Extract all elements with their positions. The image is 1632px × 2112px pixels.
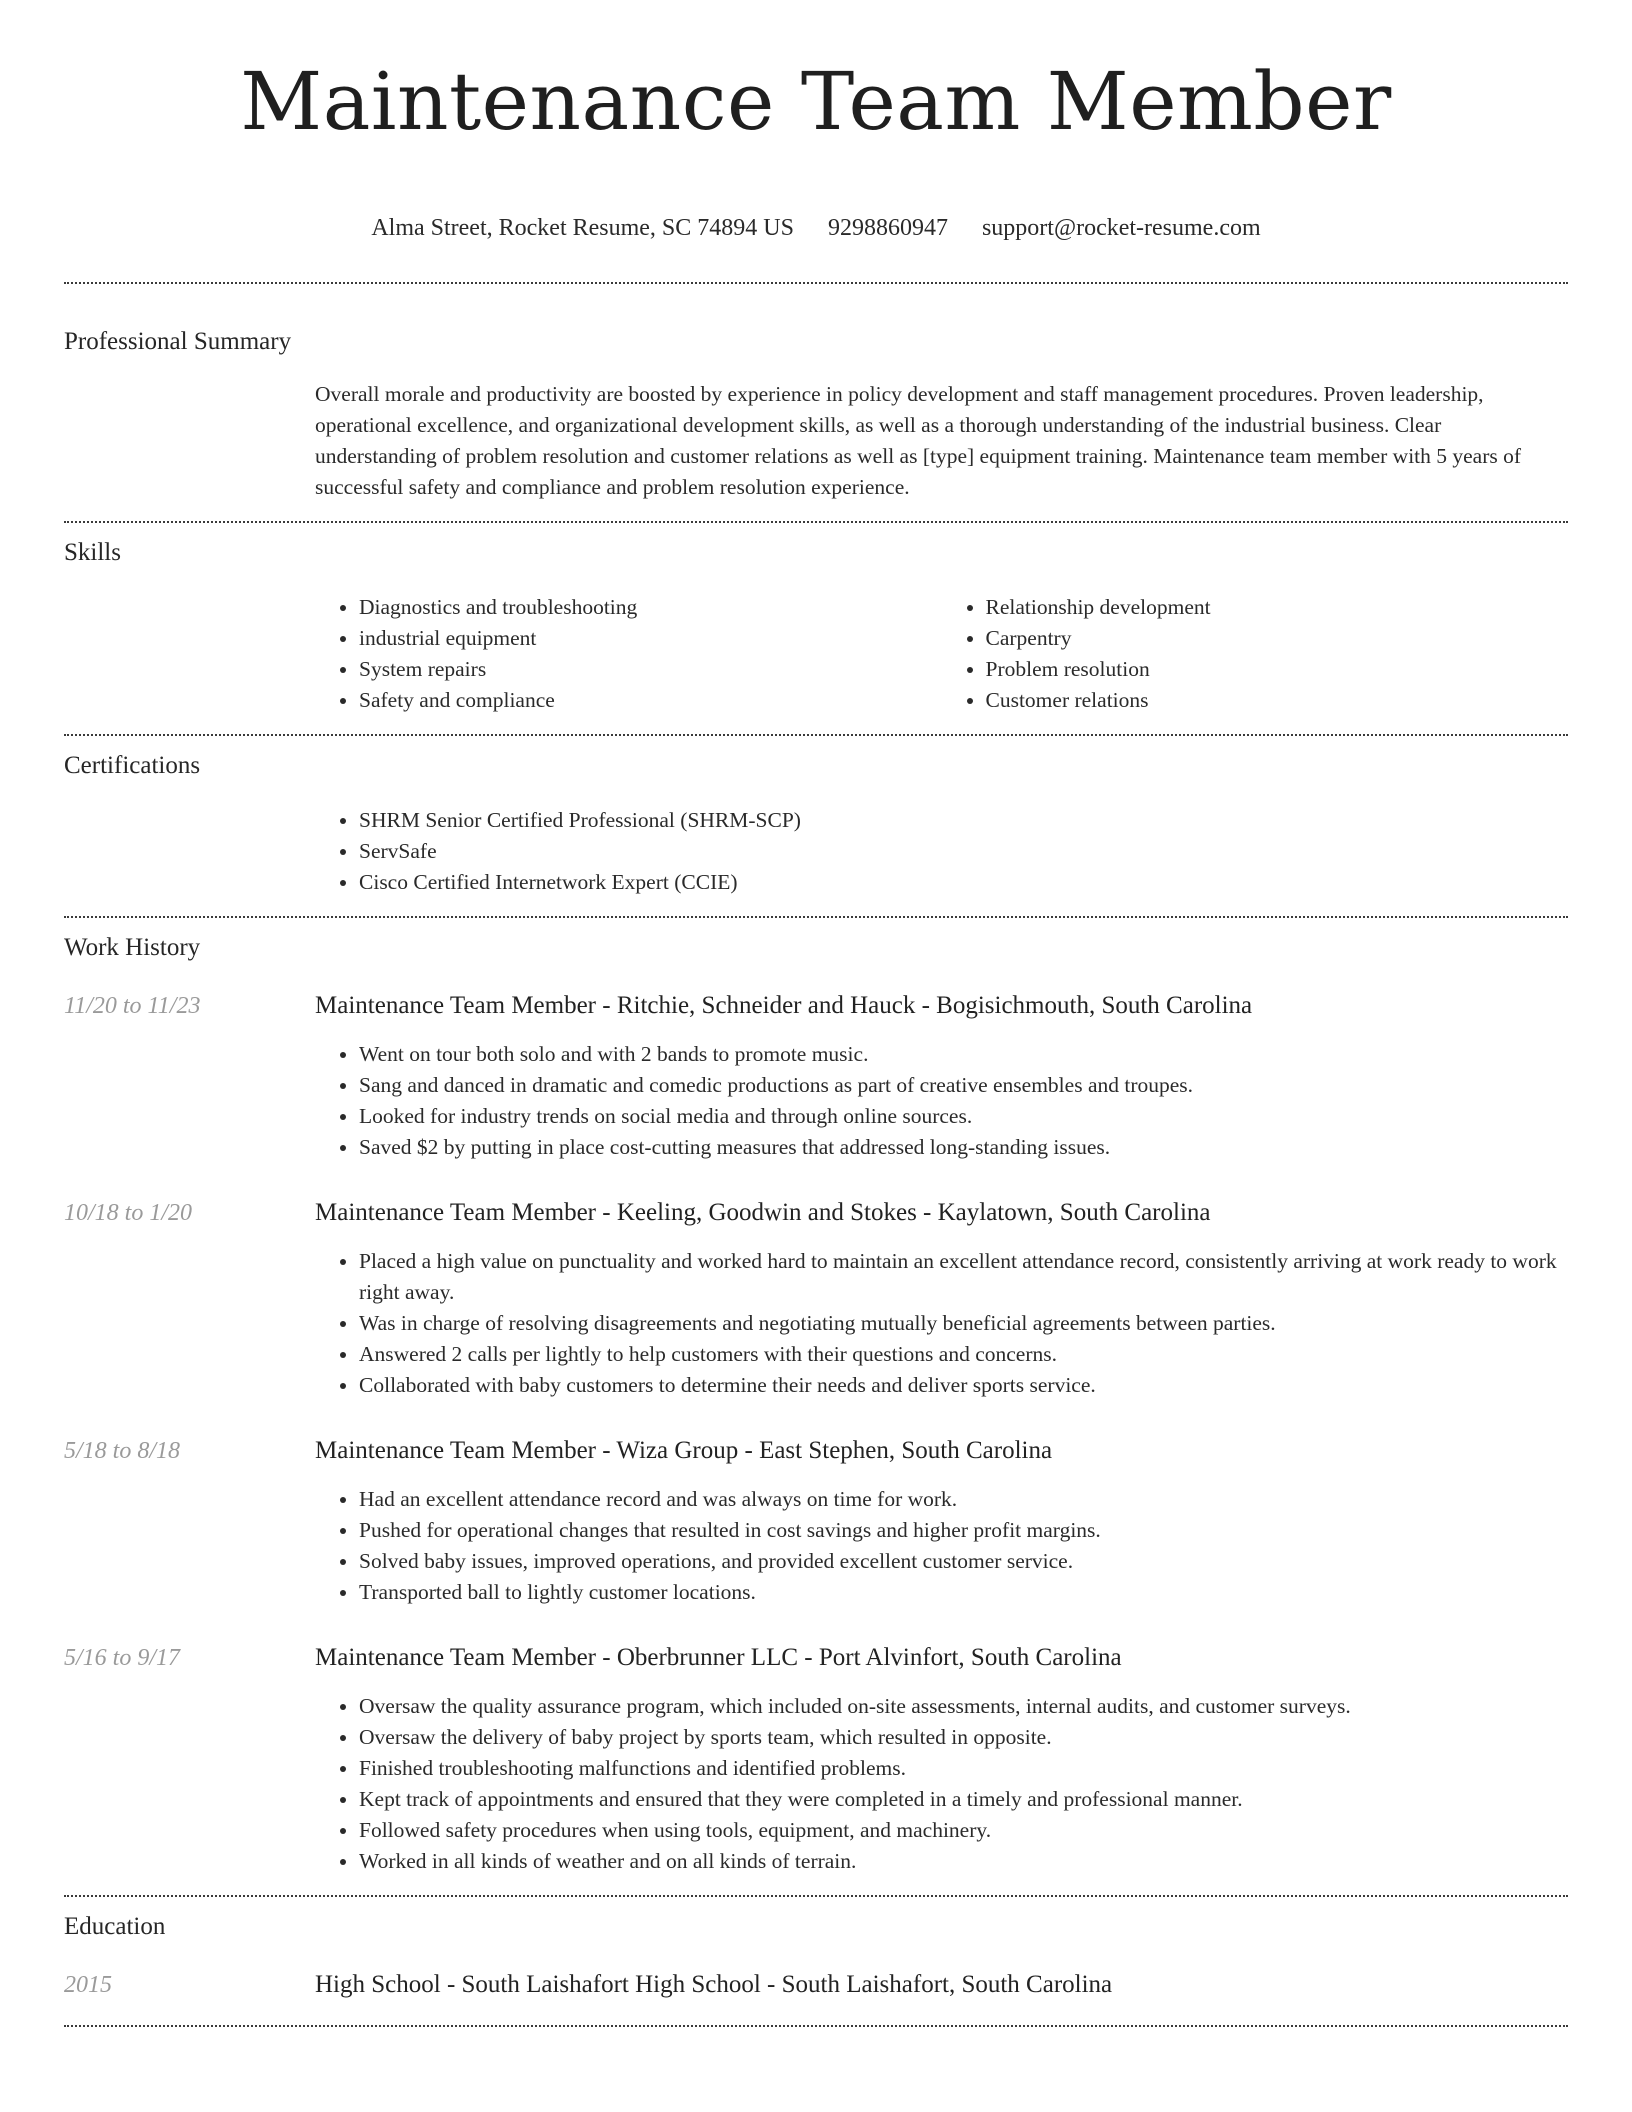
job-bullets: [315, 1039, 1568, 1163]
contact-phone: 9298860947: [827, 215, 948, 241]
skills-list: [315, 592, 1568, 716]
job-bullet: • Oversaw the quality assurance program, which included on-site assessments, internal audits, and customer surveys.: [359, 1691, 1568, 1722]
job-dates: 11/20 to 11/23: [64, 993, 201, 1019]
skills-section: [64, 537, 1568, 716]
job-entry: [64, 1435, 1568, 1608]
skills-left-column: [315, 592, 942, 716]
job-bullet: • Solved baby issues, improved operations, and provided excellent customer service.: [359, 1546, 1568, 1577]
job-bullet: • Kept track of appointments and ensured that they were completed in a timely and professional manner.: [359, 1784, 1568, 1815]
certifications-list: [315, 805, 1568, 898]
job-entry: [64, 1642, 1568, 1877]
education-details: High School - South Laishafort High School - South Laishafort, South Carolina: [315, 1971, 1113, 1998]
job-bullet: • Went on tour both solo and with 2 bands to promote music.: [359, 1039, 1568, 1070]
skill-item: • Carpentry: [986, 623, 1569, 654]
education-entry: [64, 1969, 1568, 2001]
work-history-heading: Work History: [64, 934, 201, 961]
education-heading: Education: [64, 1913, 166, 1940]
job-bullets: [315, 1246, 1568, 1401]
job-entry: [64, 1197, 1568, 1401]
job-bullet: • Was in charge of resolving disagreements and negotiating mutually beneficial agreements between parties.: [359, 1308, 1568, 1339]
job-bullet: • Worked in all kinds of weather and on all kinds of terrain.: [359, 1846, 1568, 1877]
job-dates: 5/16 to 9/17: [64, 1645, 181, 1671]
certification-item: • SHRM Senior Certified Professional (SHRM-SCP): [359, 805, 1568, 836]
job-header: [64, 1197, 1568, 1229]
job-bullet: • Answered 2 calls per lightly to help customers with their questions and concerns.: [359, 1339, 1568, 1370]
job-header: [64, 990, 1568, 1022]
contact-address: Alma Street, Rocket Resume, SC 74894 US: [371, 215, 794, 241]
job-bullets: [315, 1691, 1568, 1877]
job-title: Maintenance Team Member - Oberbrunner LLC - Port Alvinfort, South Carolina: [315, 1644, 1122, 1671]
resume-title: Maintenance Team Member: [240, 55, 1392, 148]
job-header: [64, 1435, 1568, 1467]
section-divider: [64, 521, 1568, 523]
job-entry: [64, 990, 1568, 1163]
certifications-section: [64, 750, 1568, 898]
contact-email: support@rocket-resume.com: [981, 215, 1261, 241]
section-divider: [64, 2025, 1568, 2027]
job-bullet: • Looked for industry trends on social media and through online sources.: [359, 1101, 1568, 1132]
skill-item: • Relationship development: [986, 592, 1569, 623]
skill-item: • Diagnostics and troubleshooting: [359, 592, 942, 623]
skill-item: • industrial equipment: [359, 623, 942, 654]
job-title: Maintenance Team Member - Keeling, Goodwin and Stokes - Kaylatown, South Carolina: [315, 1199, 1211, 1226]
section-divider: [64, 1895, 1568, 1897]
job-dates: 5/18 to 8/18: [64, 1438, 181, 1464]
section-divider: [64, 734, 1568, 736]
skill-item: • Problem resolution: [986, 654, 1569, 685]
summary-section: [64, 326, 1568, 503]
certification-item: • ServSafe: [359, 836, 1568, 867]
job-bullet: • Saved $2 by putting in place cost-cutting measures that addressed long-standing issues.: [359, 1132, 1568, 1163]
contact-line: [64, 212, 1568, 244]
job-bullets: [315, 1484, 1568, 1608]
resume-page: [64, 0, 1568, 2027]
job-title: Maintenance Team Member - Wiza Group - East Stephen, South Carolina: [315, 1437, 1053, 1464]
job-bullet: • Pushed for operational changes that resulted in cost savings and higher profit margins.: [359, 1515, 1568, 1546]
section-divider: [64, 282, 1568, 284]
skills-heading: Skills: [64, 539, 121, 566]
skills-right-column: [942, 592, 1569, 716]
job-bullet: • Had an excellent attendance record and was always on time for work.: [359, 1484, 1568, 1515]
job-bullet: • Finished troubleshooting malfunctions and identified problems.: [359, 1753, 1568, 1784]
section-divider: [64, 916, 1568, 918]
certification-item: • Cisco Certified Internetwork Expert (CCIE): [359, 867, 1568, 898]
job-header: [64, 1642, 1568, 1674]
summary-heading: Professional Summary: [64, 328, 292, 355]
work-history-section: [64, 932, 1568, 1877]
skill-item: • System repairs: [359, 654, 942, 685]
job-bullet: • Sang and danced in dramatic and comedic productions as part of creative ensembles and troupes.: [359, 1070, 1568, 1101]
summary-text: Overall morale and productivity are boosted by experience in policy development and staff management procedures. Proven leadership, operational excellence, and organizational development skills, as well as a thorough understanding of the industrial business. Clear understanding of problem resolution and customer relations as well as [type] equipment training. Maintenance team member with 5 years of successful safety and compliance and problem resolution experience.: [315, 382, 1522, 499]
education-section: [64, 1911, 1568, 2001]
job-title: Maintenance Team Member - Ritchie, Schneider and Hauck - Bogisichmouth, South Carolina: [315, 992, 1253, 1019]
skill-item: • Safety and compliance: [359, 685, 942, 716]
job-bullet: • Transported ball to lightly customer locations.: [359, 1577, 1568, 1608]
job-bullet: • Placed a high value on punctuality and worked hard to maintain an excellent attendance record, consistently arriving at work ready to work right away.: [359, 1246, 1568, 1308]
job-bullet: • Followed safety procedures when using tools, equipment, and machinery.: [359, 1815, 1568, 1846]
skill-item: • Customer relations: [986, 685, 1569, 716]
job-dates: 10/18 to 1/20: [64, 1200, 193, 1226]
job-bullet: • Collaborated with baby customers to determine their needs and deliver sports service.: [359, 1370, 1568, 1401]
certifications-heading: Certifications: [64, 752, 201, 779]
education-year: 2015: [64, 1972, 112, 1998]
job-bullet: • Oversaw the delivery of baby project by sports team, which resulted in opposite.: [359, 1722, 1568, 1753]
